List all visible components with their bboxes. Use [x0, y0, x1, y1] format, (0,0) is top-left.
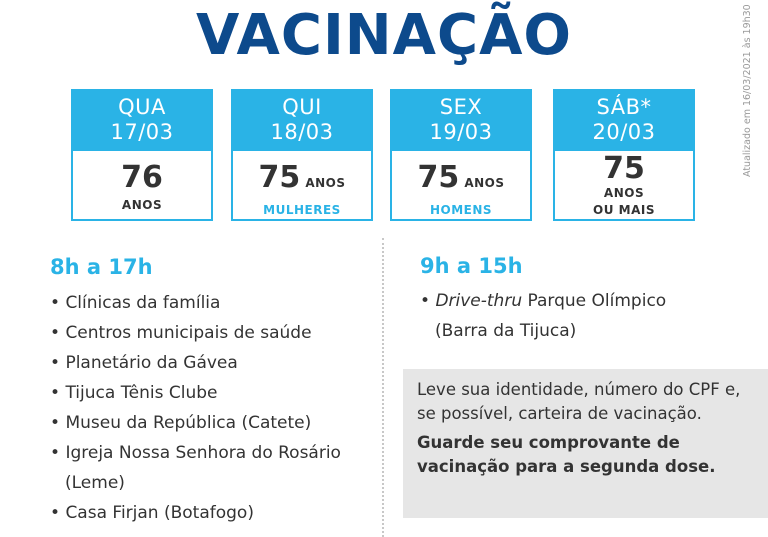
list-item: • Planetário da Gávea: [50, 353, 238, 373]
age: 75: [603, 151, 645, 186]
left-time: 8h a 17h: [50, 255, 153, 279]
info-text: Leve sua identidade, número do CPF e, se possível, carteira de vacinação.: [417, 380, 741, 423]
day-body: [555, 151, 693, 219]
list-item: • Centros municipais de saúde: [50, 323, 312, 343]
date: 18/03: [270, 120, 334, 144]
list-item: • Museu da República (Catete): [50, 413, 312, 433]
weekday: QUA: [118, 95, 166, 119]
age: 75: [258, 160, 301, 195]
weekday: QUI: [282, 95, 322, 119]
weekday: SÁB*: [596, 95, 652, 119]
day-body: [233, 151, 371, 217]
day-body: [392, 151, 530, 217]
date: 17/03: [110, 120, 174, 144]
update-note-text: Atualizado em 16/03/2021 às 19h30: [742, 4, 753, 177]
page-title: VACINAÇÃO: [195, 3, 573, 68]
day-body: [73, 151, 211, 212]
day-header: [233, 91, 371, 151]
weekday: SEX: [439, 95, 483, 119]
update-note: [742, 2, 756, 177]
list-item: • Clínicas da família: [50, 293, 221, 313]
date: 20/03: [592, 120, 656, 144]
age-detail: ANOS: [121, 198, 163, 212]
right-time: 9h a 15h: [420, 254, 523, 278]
age-line: [392, 160, 530, 201]
day-card-thu: [231, 89, 373, 221]
day-card-fri: [390, 89, 532, 221]
list-item: • Casa Firjan (Botafogo): [50, 503, 254, 523]
age-line: [233, 160, 371, 201]
list-item: • Drive-thru Parque Olímpico (Barra da Tijuca): [420, 291, 667, 341]
age: 75: [417, 160, 460, 195]
age-suffix: ANOS: [305, 176, 346, 190]
date: 19/03: [429, 120, 493, 144]
age-detail-2: OU MAIS: [593, 203, 655, 217]
day-card-sat: [553, 89, 695, 221]
age: 76: [121, 160, 163, 195]
age-detail: MULHERES: [263, 203, 341, 217]
info-bold-text: Guarde seu comprovante de vacinação para a segunda dose.: [417, 433, 716, 476]
day-header: [392, 91, 530, 151]
age-suffix: ANOS: [464, 176, 505, 190]
right-places-list: [420, 286, 720, 346]
day-header: [73, 91, 211, 151]
list-item: • Igreja Nossa Senhora do Rosário (Leme): [50, 443, 341, 493]
day-card-wed: [71, 89, 213, 221]
info-box: [403, 369, 768, 518]
column-divider: [382, 238, 384, 537]
list-item: • Tijuca Tênis Clube: [50, 383, 218, 403]
left-places-list: [50, 288, 370, 528]
day-header: [555, 91, 693, 151]
age-detail: ANOS: [603, 186, 645, 200]
age-detail: HOMENS: [429, 203, 493, 217]
drive-thru-label: Drive-thru: [435, 291, 523, 311]
